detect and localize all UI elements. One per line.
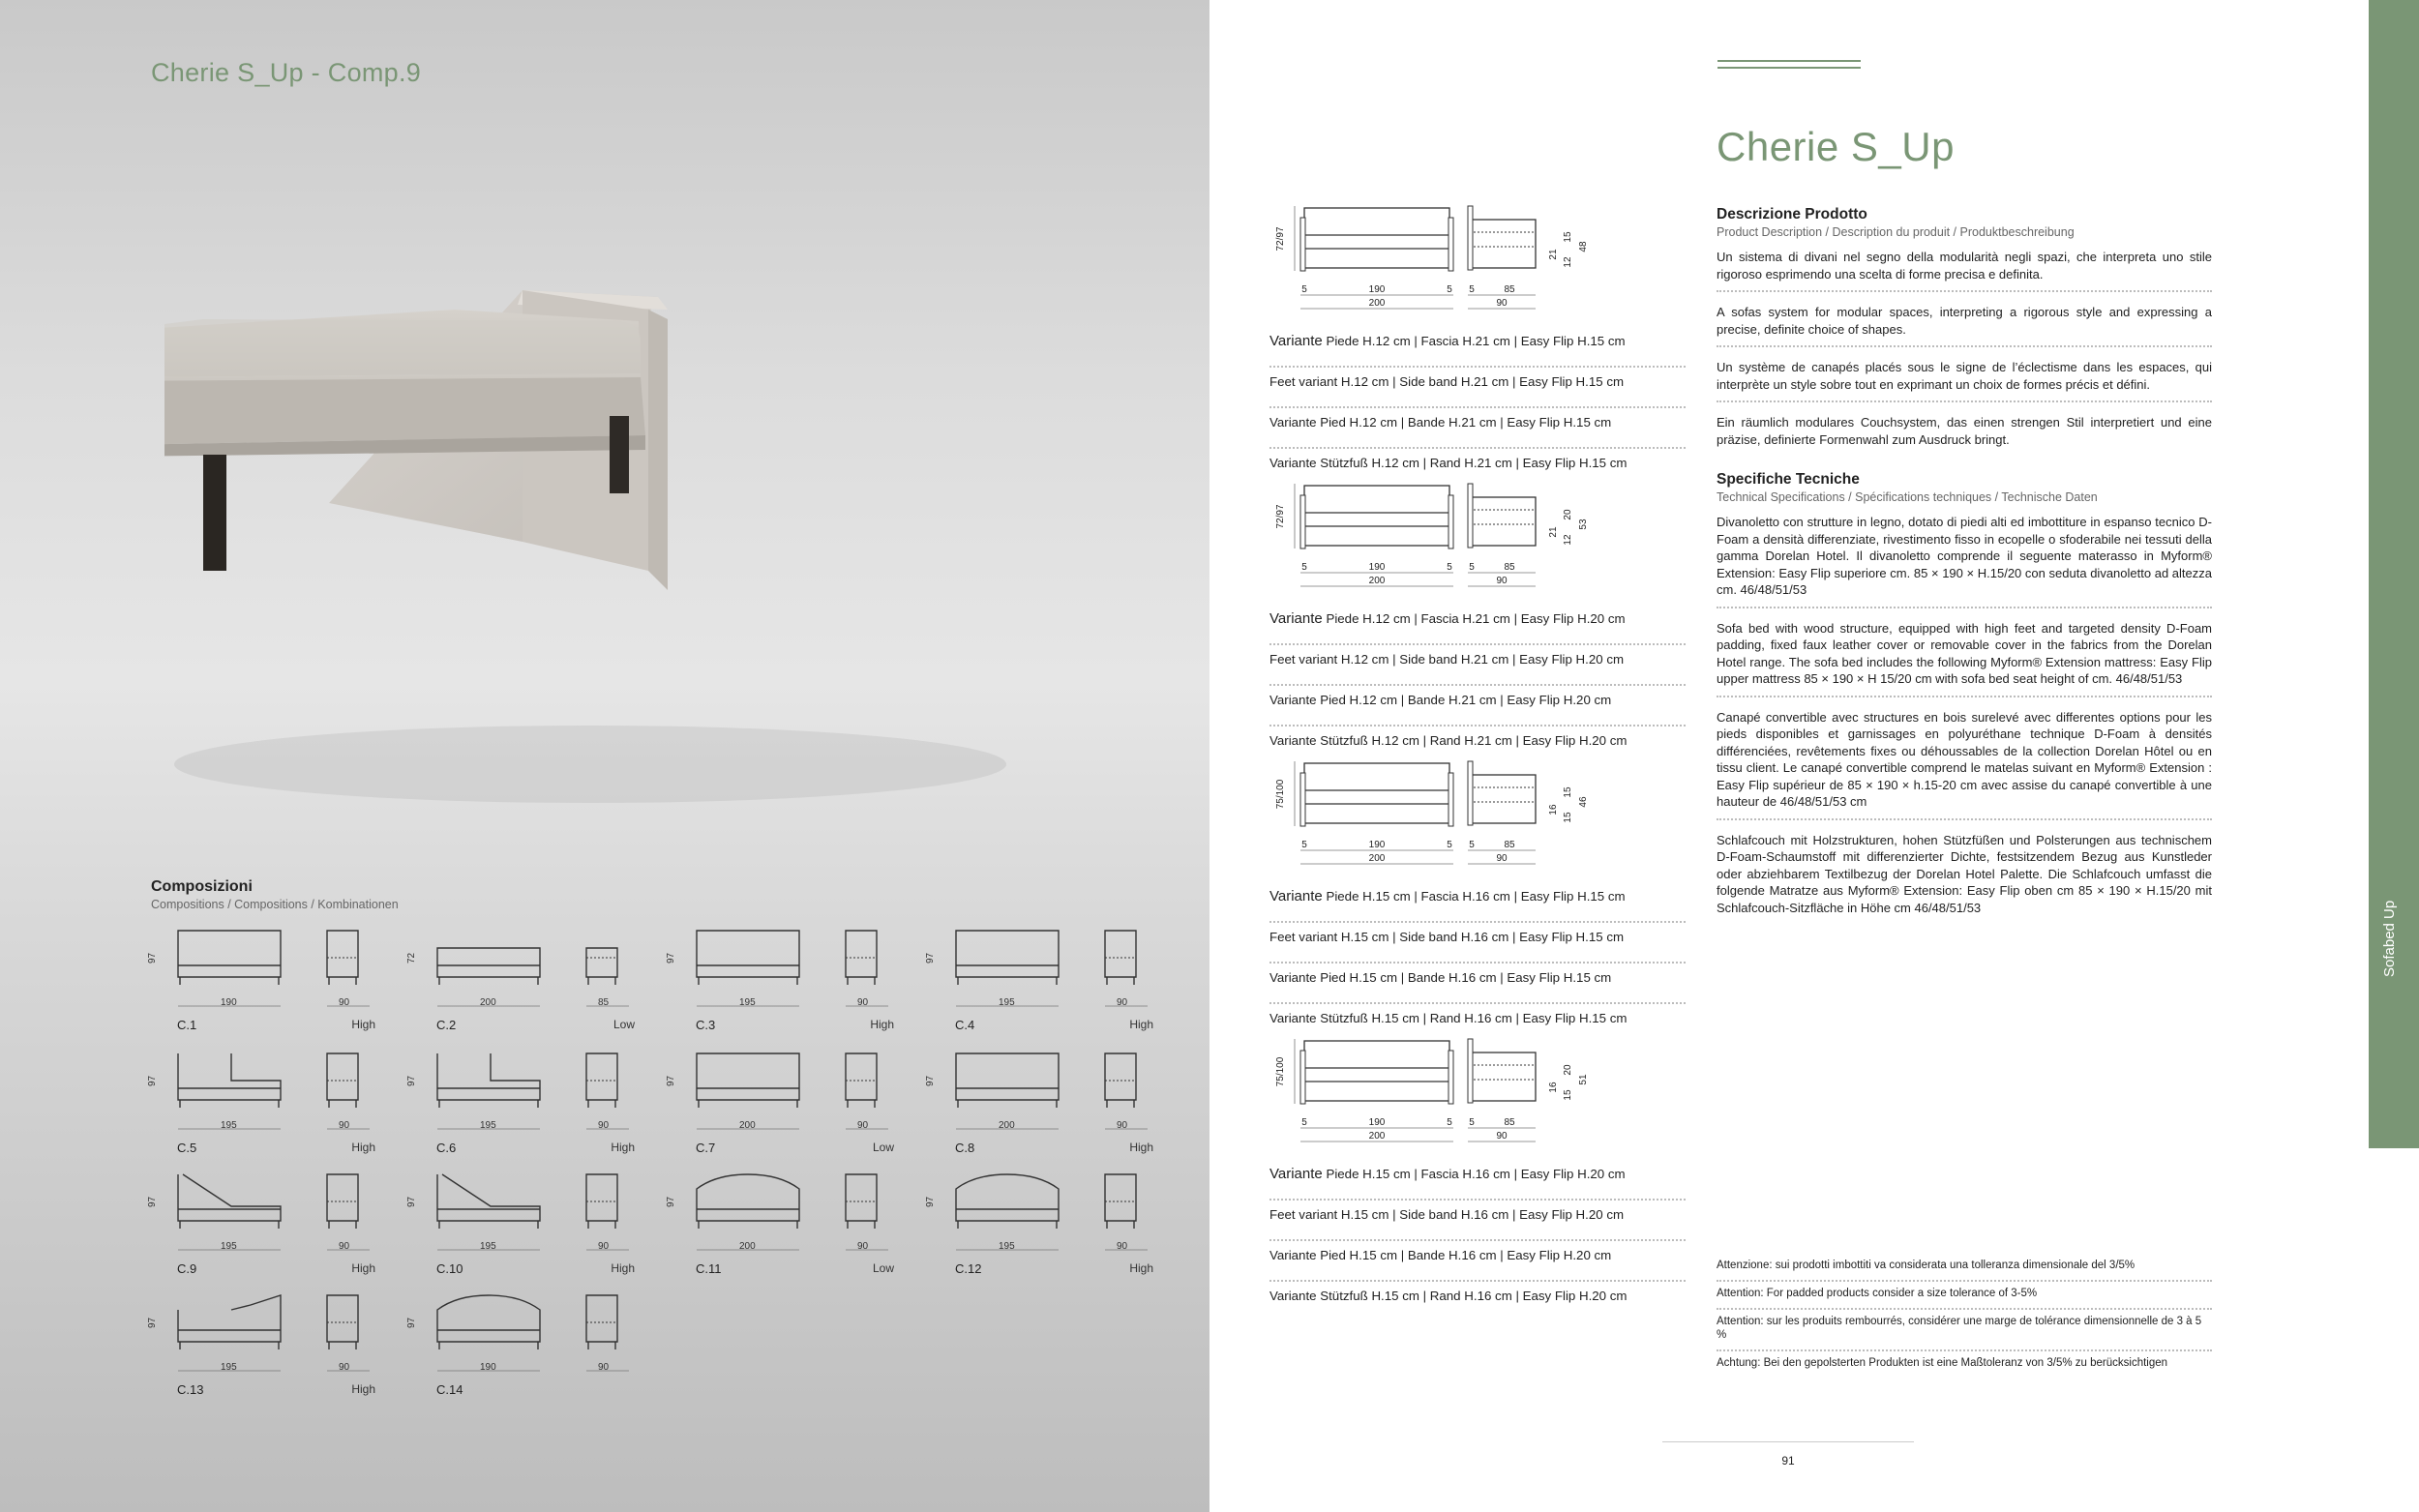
compositions-subtitle: Compositions / Compositions / Kombinationen <box>151 898 399 911</box>
variant-depth-inner: 85 <box>1504 1117 1515 1128</box>
variant-feet-height: 15 <box>1563 812 1573 823</box>
composition-width: 195 <box>480 1241 496 1252</box>
description-paragraph: Un sistema di divani nel segno della modularità negli spazi, che interpreta uno stile rigoroso esprimendo una scelta di forme precisa e definita. <box>1717 245 2212 292</box>
composition-width: 200 <box>739 1120 756 1131</box>
variant-side-left: 5 <box>1301 284 1307 295</box>
composition-type: High <box>351 1382 375 1396</box>
composition-height: 97 <box>147 1317 158 1328</box>
variant-feet-height: 15 <box>1563 1089 1573 1101</box>
composition-height: 97 <box>406 1196 417 1207</box>
variant-side-depth: 5 <box>1469 840 1475 850</box>
composition-depth: 90 <box>857 1120 869 1131</box>
composition-drawing <box>664 1163 906 1260</box>
description-subtitle: Product Description / Description du produit / Produktbeschreibung <box>1717 225 2075 239</box>
composition-width: 195 <box>221 1120 237 1131</box>
composition-c-3 <box>664 919 906 1043</box>
variant-line: Feet variant H.15 cm | Side band H.16 cm | Easy Flip H.20 cm <box>1269 1201 1686 1241</box>
description-paragraph: Un système de canapés placés sous le signe de l’éclectisme dans les espaces, qui interprète un style sobre tout en exprimant un choix de formes précis et défini. <box>1717 355 2212 402</box>
variant-height: 75/100 <box>1275 779 1286 810</box>
variant-width-total: 200 <box>1368 1131 1386 1141</box>
variant-seat-height: 48 <box>1578 241 1589 252</box>
note-fr: Attention: sur les produits rembourrés, considérer une marge de tolérance dimensionnelle de 3 à 5 % <box>1717 1310 2212 1351</box>
composition-c-1 <box>145 919 387 1043</box>
side-tab-label: Sofabed Up <box>2381 900 2398 977</box>
note-it: Attenzione: sui prodotti imbottiti va considerata una tolleranza dimensionale del 3/5% <box>1717 1254 2212 1282</box>
composition-c-6 <box>404 1042 646 1166</box>
composition-name: C.7 <box>696 1141 716 1155</box>
composition-c-8 <box>923 1042 1165 1166</box>
composition-width: 195 <box>739 997 756 1008</box>
variant-depth-total: 90 <box>1496 298 1508 309</box>
composition-name: C.14 <box>436 1382 463 1397</box>
variant-line: Variante Stützfuß H.15 cm | Rand H.16 cm | Easy Flip H.15 cm <box>1269 1011 1628 1025</box>
composition-drawing <box>404 1163 646 1260</box>
chaise-longue-photo <box>164 281 1064 822</box>
variant-lines <box>1269 605 1686 765</box>
variant-depth-total: 90 <box>1496 1131 1508 1141</box>
composition-height: 72 <box>406 952 417 964</box>
description-paragraphs <box>1717 245 2212 456</box>
variant-line: Variante Pied H.12 cm | Bande H.21 cm | Easy Flip H.20 cm <box>1269 686 1686 726</box>
composition-depth: 90 <box>1117 1120 1128 1131</box>
variant-seat-height: 53 <box>1578 519 1589 530</box>
variant-lines <box>1269 882 1686 1043</box>
variant-flip-height: 20 <box>1563 509 1573 520</box>
composition-drawing <box>145 1042 387 1139</box>
composition-drawing <box>923 919 1165 1016</box>
variant-lines <box>1269 327 1686 488</box>
variant-side-right: 5 <box>1447 562 1452 573</box>
variant-line: Variante Piede H.12 cm | Fascia H.21 cm | Easy Flip H.20 cm <box>1269 605 1686 645</box>
composition-name: C.2 <box>436 1018 457 1032</box>
variant-lead: Variante <box>1269 333 1323 349</box>
compositions-grid <box>145 919 1161 1422</box>
specs-paragraph: Divanoletto con strutture in legno, dotato di piedi alti ed imbottiture in espanso tecnico D-Foam a densità differenziate, rivestimento fisso in ecopelle o sfoderabile nei tessuti della gamma Dorelan Hotel. Il divanoletto comprende il seguente materasso in Myform® Extension: Easy Flip superiore cm. 85 × 190 × H.15/20 con seduta divanoletto ad altezza cm. 46/48/51/53 <box>1717 510 2212 608</box>
composition-height: 97 <box>147 952 158 964</box>
variant-flip-height: 20 <box>1563 1064 1573 1076</box>
composition-drawing <box>923 1163 1165 1260</box>
composition-depth: 90 <box>1117 1241 1128 1252</box>
variant-depth-inner: 85 <box>1504 562 1515 573</box>
variant-band-height: 21 <box>1548 249 1559 260</box>
compositions-title: Composizioni <box>151 878 253 895</box>
composition-name: C.13 <box>177 1382 204 1397</box>
variant-line: Variante Stützfuß H.12 cm | Rand H.21 cm | Easy Flip H.20 cm <box>1269 733 1628 748</box>
composition-height: 97 <box>925 1196 936 1207</box>
variant-width-inner: 190 <box>1368 1117 1386 1128</box>
composition-depth: 85 <box>598 997 610 1008</box>
variant-side-right: 5 <box>1447 840 1452 850</box>
composition-height: 97 <box>147 1075 158 1086</box>
composition-name: C.1 <box>177 1018 197 1032</box>
variant-feet-height: 12 <box>1563 534 1573 546</box>
variant-line: Variante Stützfuß H.12 cm | Rand H.21 cm | Easy Flip H.15 cm <box>1269 456 1628 470</box>
composition-type: High <box>1129 1141 1153 1154</box>
note-de: Achtung: Bei den gepolsterten Produkten ist eine Maßtoleranz von 3/5% zu berücksichtigen <box>1717 1357 2168 1369</box>
composition-type: Low <box>612 1018 635 1031</box>
variant-drawing <box>1269 1031 1686 1157</box>
composition-height: 97 <box>666 952 676 964</box>
composition-c-14 <box>404 1284 646 1408</box>
specs-subtitle: Technical Specifications / Spécifications techniques / Technische Daten <box>1717 490 2098 504</box>
composition-height: 97 <box>925 1075 936 1086</box>
composition-type: High <box>351 1141 375 1154</box>
left-page-title: Cherie S_Up - Comp.9 <box>151 58 422 87</box>
tolerance-notes <box>1717 1254 2212 1378</box>
composition-height: 97 <box>666 1075 676 1086</box>
composition-drawing <box>404 1042 646 1139</box>
variant-width-inner: 190 <box>1368 284 1386 295</box>
composition-width: 195 <box>480 1120 496 1131</box>
variant-depth-total: 90 <box>1496 853 1508 864</box>
composition-drawing <box>664 1042 906 1139</box>
variant-line: Variante Stützfuß H.15 cm | Rand H.16 cm | Easy Flip H.20 cm <box>1269 1289 1628 1303</box>
composition-depth: 90 <box>1117 997 1128 1008</box>
decorative-double-line <box>1717 60 1861 69</box>
composition-drawing <box>404 1284 646 1380</box>
variant-line: Feet variant H.12 cm | Side band H.21 cm | Easy Flip H.15 cm <box>1269 368 1686 408</box>
composition-depth: 90 <box>598 1120 610 1131</box>
composition-type: High <box>870 1018 894 1031</box>
variant-feet-height: 12 <box>1563 256 1573 268</box>
composition-name: C.8 <box>955 1141 975 1155</box>
composition-c-12 <box>923 1163 1165 1287</box>
variant-line: Feet variant H.12 cm | Side band H.21 cm | Easy Flip H.20 cm <box>1269 645 1686 686</box>
variant-line: Variante Piede H.15 cm | Fascia H.16 cm | Easy Flip H.15 cm <box>1269 882 1686 923</box>
composition-c-2 <box>404 919 646 1043</box>
composition-drawing <box>145 919 387 1016</box>
variant-line: Variante Piede H.12 cm | Fascia H.21 cm | Easy Flip H.15 cm <box>1269 327 1686 368</box>
composition-c-5 <box>145 1042 387 1166</box>
description-title: Descrizione Prodotto <box>1717 206 1867 222</box>
composition-type: Low <box>872 1261 894 1275</box>
variant-side-right: 5 <box>1447 1117 1452 1128</box>
composition-name: C.6 <box>436 1141 457 1155</box>
composition-drawing <box>145 1163 387 1260</box>
page-number: 91 <box>1662 1441 1914 1468</box>
composition-type: High <box>1129 1261 1153 1275</box>
composition-name: C.5 <box>177 1141 197 1155</box>
composition-drawing <box>664 919 906 1016</box>
variant-block <box>1269 754 1686 1031</box>
variants-column <box>1269 198 1686 1309</box>
composition-depth: 90 <box>857 1241 869 1252</box>
composition-type: High <box>611 1141 635 1154</box>
variant-drawing <box>1269 754 1686 879</box>
composition-depth: 90 <box>339 1362 350 1373</box>
composition-width: 195 <box>999 997 1015 1008</box>
variant-side-left: 5 <box>1301 840 1307 850</box>
product-title: Cherie S_Up <box>1717 124 1955 169</box>
variant-lead: Variante <box>1269 610 1323 627</box>
composition-name: C.3 <box>696 1018 716 1032</box>
variant-width-inner: 190 <box>1368 840 1386 850</box>
composition-height: 97 <box>925 952 936 964</box>
variant-seat-height: 46 <box>1578 796 1589 808</box>
composition-width: 195 <box>999 1241 1015 1252</box>
specs-title: Specifiche Tecniche <box>1717 471 1860 488</box>
variant-width-inner: 190 <box>1368 562 1386 573</box>
composition-c-9 <box>145 1163 387 1287</box>
composition-drawing <box>923 1042 1165 1139</box>
composition-type: Low <box>872 1141 894 1154</box>
variant-flip-height: 15 <box>1563 786 1573 798</box>
variant-line: Feet variant H.15 cm | Side band H.16 cm | Easy Flip H.15 cm <box>1269 923 1686 964</box>
description-paragraph: A sofas system for modular spaces, interpreting a rigorous style and expressing a precise, definite choice of shapes. <box>1717 300 2212 347</box>
variant-block <box>1269 1031 1686 1309</box>
composition-depth: 90 <box>857 997 869 1008</box>
variant-lead: Variante <box>1269 888 1323 904</box>
composition-c-4 <box>923 919 1165 1043</box>
composition-depth: 90 <box>339 997 350 1008</box>
composition-c-7 <box>664 1042 906 1166</box>
variant-band-height: 16 <box>1548 804 1559 815</box>
specs-paragraph: Canapé convertible avec structures en bois surelevé avec differentes options pour les pieds disponibles et garnissages en polyuréthane technique D-Foam à densités différenciées, revêtements fixes ou déhoussables de la collection Dorelan Hôtel ou en tissu client. Le canapé convertible comprend le matelas suivant en Myform® Extension : Easy Flip supérieur de 85 × 190 × h.15-20 cm avec assise du canapé convertible à une hauteur de 46/48/51/53 cm <box>1717 705 2212 820</box>
composition-type: High <box>351 1261 375 1275</box>
specs-paragraph: Schlafcouch mit Holzstrukturen, hohen Stützfüßen und Polsterungen aus technischem D-Foam-Schaumstoff mit differenzierter Dichte, festsitzendem Bezug aus Kunstleder oder abziehbarem Textilbezug der Dorelan Hotel Palette. Die Schlafcouch umfasst die folgende Matratze aus Myform® Extension: Easy Flip oben cm 85 × 190 × H.15/20 mit Schlafcouch-Sitzfläche in Höhe cm 46/48/51/53 <box>1717 832 2212 915</box>
composition-width: 200 <box>480 997 496 1008</box>
variant-side-left: 5 <box>1301 1117 1307 1128</box>
variant-flip-height: 15 <box>1563 231 1573 243</box>
composition-height: 97 <box>406 1075 417 1086</box>
variant-band-height: 16 <box>1548 1082 1559 1093</box>
composition-depth: 90 <box>339 1241 350 1252</box>
variant-line: Variante Pied H.15 cm | Bande H.16 cm | Easy Flip H.15 cm <box>1269 964 1686 1004</box>
variant-height: 72/97 <box>1275 226 1286 252</box>
variant-width-total: 200 <box>1368 576 1386 586</box>
variant-height: 72/97 <box>1275 504 1286 529</box>
description-column <box>1717 206 2212 932</box>
variant-side-depth: 5 <box>1469 562 1475 573</box>
composition-name: C.10 <box>436 1261 463 1276</box>
variant-seat-height: 51 <box>1578 1074 1589 1085</box>
composition-name: C.12 <box>955 1261 982 1276</box>
variant-lead: Variante <box>1269 1166 1323 1182</box>
variant-side-left: 5 <box>1301 562 1307 573</box>
composition-type: High <box>351 1018 375 1031</box>
variant-depth-inner: 85 <box>1504 284 1515 295</box>
specs-paragraph: Sofa bed with wood structure, equipped with high feet and targeted density D-Foam padding, fixed faux leather cover or removable cover in the fabrics from the Dorelan Hotel range. The sofa bed includes the following Myform® Extension mattress: Easy Flip upper mattress 85 × 190 × H 15/20 cm with sofa bed seat height of cm. 46/48/51/53 <box>1717 616 2212 697</box>
note-en: Attention: For padded products consider a size tolerance of 3-5% <box>1717 1282 2212 1310</box>
composition-width: 195 <box>221 1241 237 1252</box>
composition-depth: 90 <box>598 1362 610 1373</box>
composition-width: 195 <box>221 1362 237 1373</box>
composition-name: C.11 <box>696 1261 722 1276</box>
composition-depth: 90 <box>339 1120 350 1131</box>
variant-depth-total: 90 <box>1496 576 1508 586</box>
composition-type: High <box>1129 1018 1153 1031</box>
composition-c-10 <box>404 1163 646 1287</box>
composition-name: C.4 <box>955 1018 975 1032</box>
variant-height: 75/100 <box>1275 1056 1286 1087</box>
composition-height: 97 <box>147 1196 158 1207</box>
description-paragraph: Ein räumlich modulares Couchsystem, das einen strengen Stil interpretiert und eine präzise, definierte Formenwahl zum Ausdruck bringt. <box>1717 415 2212 447</box>
composition-width: 200 <box>739 1241 756 1252</box>
variant-line: Variante Piede H.15 cm | Fascia H.16 cm | Easy Flip H.20 cm <box>1269 1160 1686 1201</box>
variant-drawing <box>1269 198 1686 324</box>
variant-block <box>1269 198 1686 476</box>
composition-width: 200 <box>999 1120 1015 1131</box>
composition-height: 97 <box>666 1196 676 1207</box>
composition-c-11 <box>664 1163 906 1287</box>
composition-drawing <box>404 919 646 1016</box>
variant-lines <box>1269 1160 1686 1320</box>
variant-block <box>1269 476 1686 754</box>
variant-depth-inner: 85 <box>1504 840 1515 850</box>
variant-width-total: 200 <box>1368 298 1386 309</box>
variant-line: Variante Pied H.15 cm | Bande H.16 cm | Easy Flip H.20 cm <box>1269 1241 1686 1282</box>
composition-name: C.9 <box>177 1261 197 1276</box>
composition-depth: 90 <box>598 1241 610 1252</box>
composition-drawing <box>145 1284 387 1380</box>
composition-height: 97 <box>406 1317 417 1328</box>
composition-c-13 <box>145 1284 387 1408</box>
variant-side-depth: 5 <box>1469 284 1475 295</box>
variant-side-right: 5 <box>1447 284 1452 295</box>
composition-type: High <box>611 1261 635 1275</box>
variant-line: Variante Pied H.12 cm | Bande H.21 cm | Easy Flip H.15 cm <box>1269 408 1686 449</box>
variant-band-height: 21 <box>1548 526 1559 538</box>
variant-drawing <box>1269 476 1686 602</box>
composition-width: 190 <box>480 1362 496 1373</box>
variant-side-depth: 5 <box>1469 1117 1475 1128</box>
variant-width-total: 200 <box>1368 853 1386 864</box>
composition-width: 190 <box>221 997 237 1008</box>
